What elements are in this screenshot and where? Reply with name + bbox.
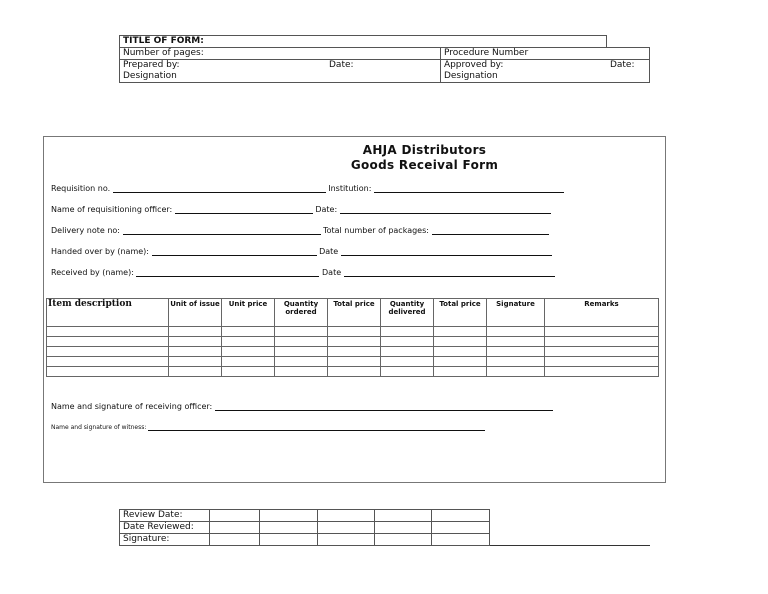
procedure-label: Procedure Number [440,48,649,60]
col-item-description: Item description [47,299,169,327]
form-title-label: TITLE OF FORM: [120,36,607,48]
table-row [47,367,659,377]
approved-by-label: Approved by: [440,60,607,72]
requisition-field[interactable] [113,184,326,193]
date1-label: Date: [315,205,338,214]
date3-label: Date [322,268,342,277]
col-total-price-2: Total price [434,299,487,327]
officer-row [51,205,551,214]
delivery-note-field[interactable] [123,226,321,235]
goods-receival-form [43,136,666,483]
received-by-field[interactable] [136,268,319,277]
witness-label: Name and signature of witness: [51,424,147,431]
col-unit-price: Unit price [222,299,275,327]
total-packages-label: Total number of packages: [323,226,429,235]
prepared-designation-label: Designation [120,71,441,83]
table-row [47,327,659,337]
review-date-label: Review Date: [120,510,210,522]
signature-extension-line [490,545,650,546]
received-by-row [51,268,555,277]
officer-label: Name of requisitioning officer: [51,205,173,214]
total-packages-field[interactable] [432,226,549,235]
col-total-price: Total price [328,299,381,327]
form-title: Goods Receival Form [350,158,499,172]
date3-field[interactable] [344,268,555,277]
receiving-officer-label: Name and signature of receiving officer: [51,402,213,411]
officer-field[interactable] [175,205,313,214]
prepared-by-label: Prepared by: [120,60,327,72]
company-name: AHJA Distributors [362,143,487,157]
date2-label: Date [319,247,339,256]
receiving-officer-row [51,402,553,411]
handed-over-label: Handed over by (name): [51,247,149,256]
col-quantity-ordered: Quantity ordered [275,299,328,327]
receiving-officer-field[interactable] [215,402,553,411]
prepared-date-label: Date: [326,60,440,72]
requisition-row [51,184,564,193]
approved-designation-label: Designation [440,71,649,83]
signature-label: Signature: [120,534,210,546]
col-signature: Signature [487,299,545,327]
approved-date-label: Date: [607,60,650,72]
items-table [46,298,659,377]
institution-field[interactable] [374,184,564,193]
handed-over-field[interactable] [152,247,317,256]
handed-over-row [51,247,552,256]
requisition-label: Requisition no. [51,184,111,193]
table-row [47,347,659,357]
witness-row [51,424,485,431]
delivery-row [51,226,549,235]
table-row [47,337,659,347]
col-quantity-delivered: Quantity delivered [381,299,434,327]
review-table [119,509,490,546]
date1-field[interactable] [340,205,551,214]
date-reviewed-label: Date Reviewed: [120,522,210,534]
company-heading [44,143,665,173]
header-table [119,35,650,83]
col-remarks: Remarks [545,299,659,327]
table-row [47,357,659,367]
pages-label: Number of pages: [120,48,441,60]
date2-field[interactable] [341,247,552,256]
institution-label: Institution: [328,184,372,193]
col-unit-of-issue: Unit of issue [169,299,222,327]
delivery-note-label: Delivery note no: [51,226,120,235]
received-by-label: Received by (name): [51,268,134,277]
witness-field[interactable] [148,424,485,431]
